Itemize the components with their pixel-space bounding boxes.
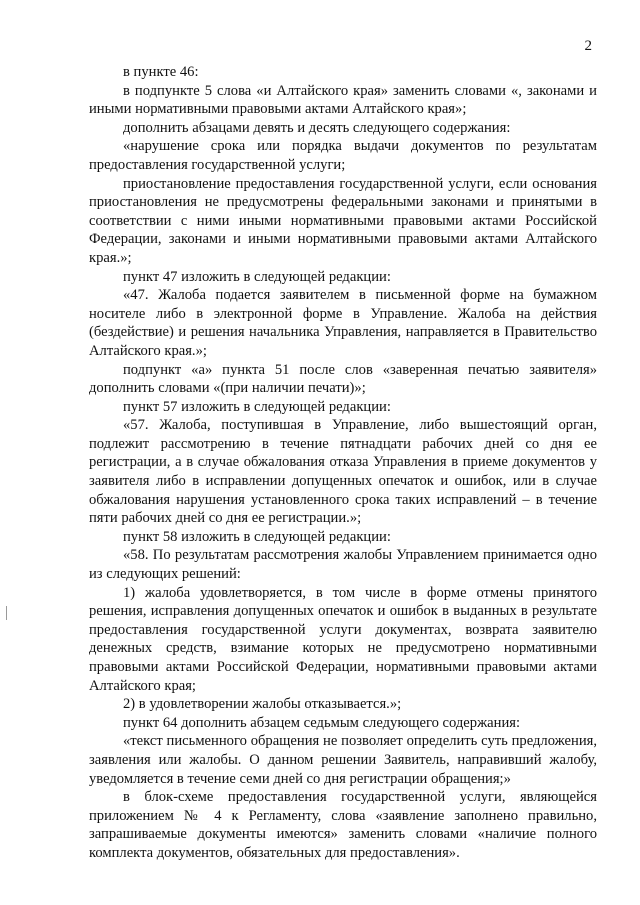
paragraph: «57. Жалоба, поступившая в Управление, либо вышестоящий орган, подлежит рассмотрению в течение пятнадцати рабочих дней со дня ее регистрации, а в случае обжалования отказа Управления в приеме документов у заявителя либо в исправлении допущенных опечаток и ошибок, или в случае обжалования нарушения установленного срока таких исправлений – в течение пяти рабочих дней со дня ее регистрации.»;: [89, 417, 597, 527]
paragraph: в подпункте 5 слова «и Алтайского края» заменить словами «, законами и иными нормативными правовыми актами Алтайского края»;: [89, 82, 597, 118]
paragraph: 2) в удовлетворении жалобы отказывается.»;: [123, 696, 402, 713]
paragraph: пункт 58 изложить в следующей редакции:: [123, 528, 391, 545]
paragraph: дополнить абзацами девять и десять следующего содержания:: [123, 119, 511, 136]
paragraph: пункт 57 изложить в следующей редакции:: [123, 398, 391, 415]
paragraph: «58. По результатам рассмотрения жалобы Управлением принимается одно из следующих решений:: [89, 547, 597, 583]
page-number: 2: [584, 38, 592, 54]
paragraph: приостановление предоставления государственной услуги, если основания приостановления не предусмотрены федеральными законами и принятыми в соответствии с ними иными нормативными правовыми актами Российской Федерации, законами и иными нормативными правовыми актами Алтайского края.»;: [89, 175, 597, 266]
paragraph: пункт 47 изложить в следующей редакции:: [123, 268, 391, 285]
paragraph: пункт 64 дополнить абзацем седьмым следующего содержания:: [123, 714, 521, 731]
scan-margin-mark: [6, 606, 7, 620]
paragraph: «текст письменного обращения не позволяет определить суть предложения, заявления или жалобы. О данном решении Заявитель, направивший жалобу, уведомляется в течение семи дней со дня регистрации обращения;»: [89, 733, 597, 787]
paragraph: «нарушение срока или порядка выдачи документов по результатам предоставления государственной услуги;: [89, 138, 597, 173]
paragraph: «47. Жалоба подается заявителем в письменной форме на бумажном носителе либо в электронной форме в Управление. Жалоба на действия (бездействие) и решения начальника Управления, направляется в Правительство Алтайского края.»;: [89, 287, 597, 359]
paragraph: подпункт «а» пункта 51 после слов «заверенная печатью заявителя» дополнить словами «(при наличии печати)»;: [89, 361, 597, 397]
document-body: [89, 63, 597, 863]
paragraph: в блок-схеме предоставления государственной услуги, являющейся приложением № 4 к Регламенту, слова «заявление заполнено правильно, запрашиваемые документы имеются» заменить словами «наличие полного комплекта документов, обязательных для предоставления».: [89, 789, 597, 861]
paragraph: 1) жалоба удовлетворяется, в том числе в форме отмены принятого решения, исправления допущенных опечаток и ошибок в выданных в результате предоставления государственной услуги документах, возврата заявителю денежных средств, взимание которых не предусмотрено нормативными правовыми актами Российской Федерации, нормативными правовыми актами Алтайского края;: [89, 584, 597, 694]
paragraph: в пункте 46:: [123, 64, 199, 80]
